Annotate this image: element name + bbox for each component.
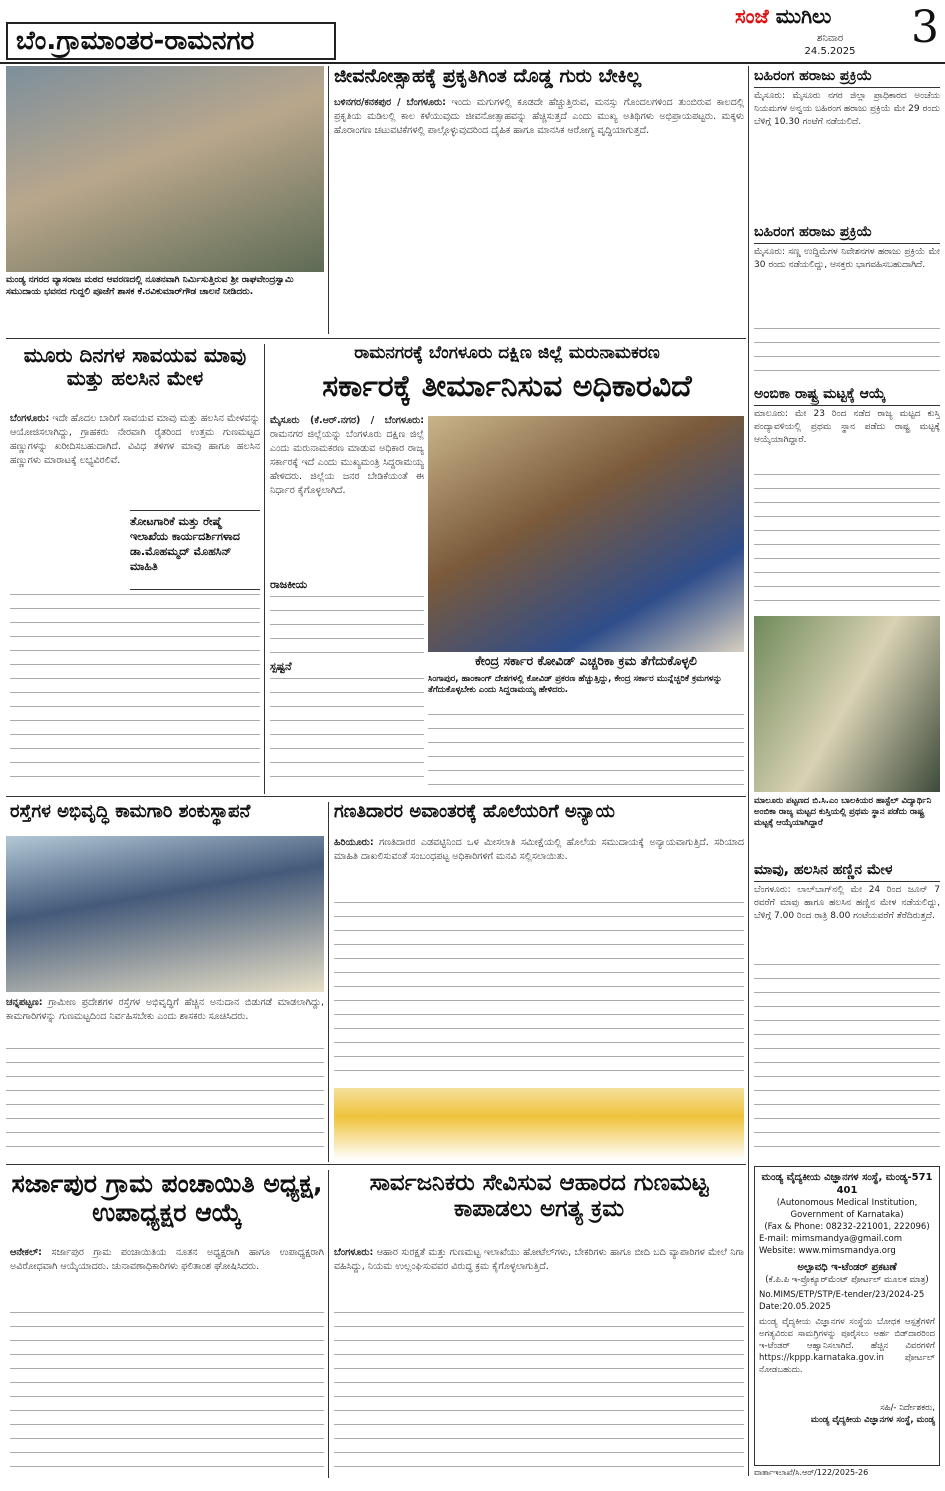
- story2-headline: ಮೂರು ದಿನಗಳ ಸಾವಯವ ಮಾವು ಮತ್ತು ಹಲಸಿನ ಮೇಳ: [23, 344, 247, 390]
- tender-fax: (Fax & Phone: 08232-221001, 222096): [764, 1222, 930, 1232]
- tender-ref: No.MIMS/ETP/STP/E-tender/23/2024-25 Date:20.05.2025: [759, 1290, 925, 1312]
- tender-org-kn: ಮಂಡ್ಯ ವೈದ್ಯಕೀಯ ವಿಜ್ಞಾನಗಳ ಸಂಸ್ಥೆ, ಮಂಡ್ಯ-571 401: [761, 1172, 933, 1196]
- wrestling-photo: [754, 616, 940, 792]
- story4-headline: ರಸ್ತೆಗಳ ಅಭಿವೃದ್ಧಿ ಕಾಮಗಾರಿ ಶಂಕುಸ್ಥಾಪನೆ: [10, 802, 251, 822]
- story3-text-columns: [428, 714, 744, 790]
- story4-text: ಗ್ರಾಮೀಣ ಪ್ರದೇಶಗಳ ರಸ್ತೆಗಳ ಅಭಿವೃದ್ಧಿಗೆ ಹೆಚ್ಚಿನ ಅನುದಾನ ಬಿಡುಗಡೆ ಮಾಡಲಾಗಿದ್ದು, ಕಾಮಗಾರಿಗಳನ್ನು ಗುಣಮಟ್ಟದಿಂದ ನಿರ್ವಹಿಸಬೇಕು ಎಂದು ಶಾಸಕರು ಸೂಚಿಸಿದರು.: [6, 997, 324, 1022]
- issue-date-value: 24.5.2025: [804, 46, 856, 57]
- row-divider: [6, 1164, 746, 1165]
- issue-date: [775, 32, 885, 58]
- story3-kicker: ರಾಮನಗರಕ್ಕೆ ಬೆಂಗಳೂರು ದಕ್ಷಿಣ ಜಿಲ್ಲೆ ಮರುನಾಮಕರಣ: [354, 344, 660, 363]
- brand-logo: [735, 4, 831, 28]
- road-works-photo: [6, 836, 324, 992]
- page-number: 3: [911, 2, 939, 53]
- story2-dateline: ಬೆಂಗಳೂರು:: [10, 413, 50, 424]
- ceremony-photo-caption: ಮಂಡ್ಯ ನಗರದ ವ್ಯಾಸರಾಜ ಮಠದ ಆವರಣದಲ್ಲಿ ನೂತನವಾಗಿ ನಿರ್ಮಿಸುತ್ತಿರುವ ಶ್ರೀ ರಾಘವೇಂದ್ರಸ್ವಾಮಿ ಸಮುದಾಯ ಭವನದ ಗುದ್ದಲಿ ಪೂಜೆಗೆ ಶಾಸಕ ಕೆ.ರವಿಕುಮಾರ್‌ಗೌಡ ಚಾಲನೆ ನೀಡಿದರು.: [6, 275, 294, 297]
- column-divider: [264, 344, 265, 794]
- story3-headline: ಸರ್ಕಾರಕ್ಕೆ ತೀರ್ಮಾನಿಸುವ ಅಧಿಕಾರವಿದೆ: [322, 370, 692, 404]
- row-divider: [6, 338, 746, 339]
- story2-text: ಇದೇ ಹೊದಲ ಬಾರಿಗೆ ಸಾವಯವ ಮಾವು ಮತ್ತು ಹಲಸಿನ ಮೇಳವನ್ನು ಆಯೋಜಿಸಲಾಗಿದ್ದು, ಗ್ರಾಹಕರು ನೇರವಾಗಿ ರೈತರಿಂದ ಉತ್ತಮ ಗುಣಮಟ್ಟದ ಹಣ್ಣುಗಳನ್ನು ಖರೀದಿಸಬಹುದಾಗಿದೆ. ವಿವಿಧ ತಳಿಗಳ ಮಾವು ಹಾಗೂ ಹಲಸಿನ ಹಣ್ಣುಗಳು ಮಾರಾಟಕ್ಕೆ ಲಭ್ಯವಿರಲಿವೆ.: [10, 413, 260, 466]
- tender-org-en: (Autonomous Medical Institution, Government of Karnataka): [776, 1198, 918, 1220]
- story7-text-columns: [334, 1312, 744, 1478]
- sidebar-item4-head: ಮಾವು, ಹಲಸಿನ ಹಣ್ಣಿನ ಮೇಳ: [754, 860, 940, 882]
- story1-headline: ಜೀವನೋತ್ಸಾಹಕ್ಕೆ ಪ್ರಕೃತಿಗಿಂತ ದೊಡ್ಡ ಗುರು ಬೇಕಿಲ್ಲ: [334, 66, 642, 87]
- tender-title: ಅಲ್ಪಾವಧಿ ಇ-ಟೆಂಡರ್ ಪ್ರಕಟಣೆ: [797, 1262, 897, 1273]
- brand-part-b: ಮುಗಿಲು: [775, 4, 832, 28]
- story7-dateline: ಬೆಂಗಳೂರು:: [334, 1247, 374, 1258]
- story3-text: ರಾಮನಗರ ಜಿಲ್ಲೆಯನ್ನು ಬೆಂಗಳೂರು ದಕ್ಷಿಣ ಜಿಲ್ಲೆ ಎಂದು ಮರುನಾಮಕರಣ ಮಾಡುವ ಅಧಿಕಾರ ರಾಜ್ಯ ಸರ್ಕಾರಕ್ಕೆ ಇದೆ ಎಂದು ಮುಖ್ಯಮಂತ್ರಿ ಸಿದ್ದರಾಮಯ್ಯ ಹೇಳಿದರು. ಜಿಲ್ಲೆಯ ಜನರ ಬೇಡಿಕೆಯಂತೆ ಈ ನಿರ್ಧಾರ ಕೈಗೊಳ್ಳಲಾಗಿದೆ.: [270, 429, 424, 496]
- sidebar-item2-head: ಬಹಿರಂಗ ಹರಾಜು ಪ್ರಕ್ರಿಯೆ: [754, 222, 940, 244]
- story6-dateline: ಆನೇಕಲ್:: [10, 1247, 42, 1258]
- story4-body: [6, 996, 324, 1044]
- story4-dateline: ಚನ್ನಪಟ್ಟಣ:: [6, 997, 43, 1008]
- brand-part-a: ಸಂಜೆ: [735, 4, 769, 28]
- story7-headline: ಸಾರ್ವಜನಿಕರು ಸೇವಿಸುವ ಆಹಾರದ ಗುಣಮಟ್ಟ ಕಾಪಾಡಲು ಅಗತ್ಯ ಕ್ರಮ: [369, 1170, 709, 1223]
- tender-body: ಮಂಡ್ಯ ವೈದ್ಯಕೀಯ ವಿಜ್ಞಾನಗಳ ಸಂಸ್ಥೆಯ ಬೋಧಕ ಆಸ್ಪತ್ರೆಗಳಿಗೆ ಅಗತ್ಯವಿರುವ ಸಾಮಗ್ರಿಗಳನ್ನು ಪೂರೈಸಲು ಅರ್ಹ ಬಿಡ್‌ದಾರರಿಂದ ಇ-ಟೆಂಡರ್ ಆಹ್ವಾನಿಸಲಾಗಿದೆ. ಹೆಚ್ಚಿನ ವಿವರಗಳಿಗೆ https://kppp.karnataka.gov.in ಪೋರ್ಟಲ್ ನೋಡಬಹುದು.: [759, 1317, 935, 1375]
- story1-text: ಇಂದು ಮಗುಗಳಲ್ಲಿ ಕೂಡದೇ ಹೆಚ್ಚುತ್ತಿರುವ, ಮನಸ್ಸು ಗೊಂದಲಗಳಿಂದ ತುಂಬಿರುವ ಕಾಲದಲ್ಲಿ ಪ್ರಕೃತಿಯ ಮಡಿಲಲ್ಲಿ ಕಾಲ ಕಳೆಯುವುದು ಜೀವನೋತ್ಸಾಹವನ್ನು ಹೆಚ್ಚಿಸುತ್ತದೆ ಎಂದು ಮುಖ್ಯ ಅತಿಥಿಗಳು ಅಭಿಪ್ರಾಯಪಟ್ಟರು. ಮಕ್ಕಳು ಹೊರಾಂಗಣ ಚಟುವಟಿಕೆಗಳಲ್ಲಿ ಪಾಲ್ಗೊಳ್ಳುವುದರಿಂದ ದೈಹಿಕ ಹಾಗೂ ಮಾನಸಿಕ ಆರೋಗ್ಯ ವೃದ್ಧಿಯಾಗುತ್ತದೆ.: [334, 97, 744, 136]
- ceremony-photo: [6, 66, 324, 272]
- story5-headline: ಗಣತಿದಾರರ ಅವಾಂತರಕ್ಕೆ ಹೊಲೆಯರಿಗೆ ಅನ್ಯಾಯ: [334, 802, 615, 822]
- tender-subtitle: (ಕೆ.ಪಿ.ಪಿ ಇ-ಪ್ರೊಕ್ಯೂರ್‌ಮೆಂಟ್ ಪೋರ್ಟಲ್ ಮೂಲಕ ಮಾತ್ರ): [765, 1275, 929, 1285]
- story3-dateline: ಮೈಸೂರು (ಕೆ.ಆರ್.ನಗರ) / ಬೆಂಗಳೂರು:: [270, 415, 424, 426]
- sidebar-text-lines: [754, 474, 940, 612]
- story4-text-columns: [6, 1048, 324, 1160]
- tender-sign: ಸಹಿ/- ನಿರ್ದೇಶಕರು,: [880, 1403, 935, 1413]
- tender-footer-code: ವಾರ್ತಾಇಲಾಖೆ/ಸಿ.ಆರ್/122/2025-26: [754, 1468, 869, 1477]
- story3-subhead-b: ಸ್ಪಷ್ಟನೆ: [270, 660, 292, 673]
- column-divider: [328, 802, 329, 1162]
- column-divider: [328, 66, 329, 334]
- story3-text-columns: [270, 596, 424, 656]
- sidebar-divider: [748, 66, 749, 1476]
- story6-text-columns: [10, 1312, 324, 1478]
- issue-day: ಶನಿವಾರ: [816, 33, 844, 44]
- story5-text-columns: [334, 902, 744, 1084]
- story5-dateline: ಹಿರಿಯೂರು:: [334, 837, 374, 848]
- story1-dateline: ಬಳಿನಗರ/ಕನಕಪುರ / ಬೆಂಗಳೂರು:: [334, 97, 446, 108]
- sidebar-item3-body: ಮಾಲೂರು: ಮೇ 23 ರಿಂದ ನಡೆದ ರಾಜ್ಯ ಮಟ್ಟದ ಕುಸ್ತಿ ಪಂದ್ಯಾವಳಿಯಲ್ಲಿ ಪ್ರಥಮ ಸ್ಥಾನ ಪಡೆದು ರಾಷ್ಟ್ರ ಮಟ್ಟಕ್ಕೆ ಆಯ್ಕೆಯಾಗಿದ್ದಾರೆ.: [754, 409, 940, 445]
- sidebar-text-lines: [754, 964, 940, 1160]
- chief-minister-photo: [428, 416, 744, 652]
- story3-body: [270, 414, 424, 574]
- story2-highlight: ತೋಟಗಾರಿಕೆ ಮತ್ತು ರೇಷ್ಮೆ ಇಲಾಖೆಯ ಕಾರ್ಯದರ್ಶಿಗಳಾದ ಡಾ.ಮೊಹಮ್ಮದ್ ಮೊಹಸಿನ್ ಮಾಹಿತಿ: [130, 510, 260, 590]
- story2-text-columns: [10, 594, 260, 790]
- story6-headline: ಸರ್ಜಾಪುರ ಗ್ರಾಮ ಪಂಚಾಯಿತಿ ಅಧ್ಯಕ್ಷ, ಉಪಾಧ್ಯಕ್ಷರ ಆಯ್ಕೆ: [11, 1170, 323, 1227]
- press-meet-photo: [334, 1088, 744, 1160]
- story5-text: ಗಣತಿದಾರರ ಎಡವಟ್ಟಿನಿಂದ ಒಳ ಮೀಸಲಾತಿ ಸಮೀಕ್ಷೆಯಲ್ಲಿ ಹೊಲೆಯ ಸಮುದಾಯಕ್ಕೆ ಅನ್ಯಾಯವಾಗುತ್ತಿದೆ. ಸರಿಯಾದ ಮಾಹಿತಿ ದಾಖಲಿಸುವಂತೆ ಸಂಬಂಧಪಟ್ಟ ಅಧಿಕಾರಿಗಳಿಗೆ ಮನವಿ ಸಲ್ಲಿಸಲಾಯಿತು.: [334, 837, 744, 862]
- covid-caption: ಸಿಂಗಾಪುರ, ಹಾಂಕಾಂಗ್ ದೇಶಗಳಲ್ಲಿ ಕೋವಿಡ್ ಪ್ರಕರಣ ಹೆಚ್ಚುತ್ತಿದ್ದು, ಕೇಂದ್ರ ಸರ್ಕಾರ ಮುನ್ನೆಚ್ಚರಿಕೆ ಕ್ರಮಗಳನ್ನು ತೆಗೆದುಕೊಳ್ಳಬೇಕು ಎಂದು ಸಿದ್ದರಾಮಯ್ಯ ಹೇಳಿದರು.: [428, 674, 723, 695]
- masthead: [735, 2, 945, 64]
- tender-email: E-mail: mimsmandya@gmail.com: [759, 1234, 903, 1244]
- covid-caption-head: ಕೇಂದ್ರ ಸರ್ಕಾರ ಕೋವಿಡ್ ಎಚ್ಚರಿಕಾ ಕ್ರಮ ತೆಗೆದುಕೊಳ್ಳಲಿ: [475, 654, 697, 668]
- story3-text-columns: [270, 678, 424, 790]
- story1-body: [334, 96, 744, 334]
- story3-subhead-a: ರಾಜಕೀಯ: [270, 578, 308, 591]
- story7-text: ಆಹಾರ ಸುರಕ್ಷತೆ ಮತ್ತು ಗುಣಮಟ್ಟ ಇಲಾಖೆಯು ಹೋಟೆಲ್‌ಗಳು, ಬೇಕರಿಗಳು ಹಾಗೂ ಬೀದಿ ಬದಿ ವ್ಯಾಪಾರಿಗಳ ಮೇಲೆ ನಿಗಾ ವಹಿಸಿದ್ದು, ನಿಯಮ ಉಲ್ಲಂಘಿಸುವವರ ವಿರುದ್ಧ ಕ್ರಮ ಕೈಗೊಳ್ಳಲಾಗುತ್ತಿದೆ.: [334, 1247, 744, 1272]
- story7-body: [334, 1246, 744, 1308]
- tender-website: Website: www.mimsmandya.org: [759, 1246, 896, 1256]
- story6-text: ಸರ್ಜಾಪುರ ಗ್ರಾಮ ಪಂಚಾಯಿತಿಯ ನೂತನ ಅಧ್ಯಕ್ಷರಾಗಿ ಹಾಗೂ ಉಪಾಧ್ಯಕ್ಷರಾಗಿ ಅವಿರೋಧವಾಗಿ ಆಯ್ಕೆಯಾದರು. ಚುನಾವಣಾಧಿಕಾರಿಗಳು ಫಲಿತಾಂಶ ಘೋಷಿಸಿದರು.: [10, 1247, 324, 1272]
- story5-body: [334, 836, 744, 898]
- tender-sign-org: ಮಂಡ್ಯ ವೈದ್ಯಕೀಯ ವಿಜ್ಞಾನಗಳ ಸಂಸ್ಥೆ, ಮಂಡ್ಯ: [810, 1415, 935, 1425]
- column-divider: [328, 1170, 329, 1478]
- sidebar-item3-head: ಅಂಬಿಕಾ ರಾಷ್ಟ್ರ ಮಟ್ಟಕ್ಕೆ ಆಯ್ಕೆ: [754, 384, 940, 406]
- story6-body: [10, 1246, 324, 1308]
- sidebar-item2-body: ಮೈಸೂರು: ಸಣ್ಣ ಉದ್ದಿಮೆಗಳ ನಿವೇಶನಗಳ ಹರಾಜು ಪ್ರಕ್ರಿಯೆ ಮೇ 30 ರಂದು ನಡೆಯಲಿದ್ದು, ಆಸಕ್ತರು ಭಾಗವಹಿಸಬಹುದಾಗಿದೆ.: [754, 247, 940, 270]
- section-title: ಬೆಂ.ಗ್ರಾಮಾಂತರ-ರಾಮನಗರ: [6, 22, 336, 60]
- sidebar-item1-body: ಮೈಸೂರು: ಮೈಸೂರು ನಗರ ಜಿಲ್ಲಾ ಪ್ರಾಧಿಕಾರದ ಅಂಚೆಯ ನಿಯಮಗಳ ಅನ್ವಯ ಬಹಿರಂಗ ಹರಾಜು ಪ್ರಕ್ರಿಯೆ ಮೇ 29 ರಂದು ಬೆಳಿಗ್ಗೆ 10.30 ಗಂಟೆಗೆ ನಡೆಯಲಿದೆ.: [754, 91, 940, 127]
- story2-body: [10, 412, 260, 506]
- sidebar-item1-head: ಬಹಿರಂಗ ಹರಾಜು ಪ್ರಕ್ರಿಯೆ: [754, 66, 940, 88]
- tender-notice: [754, 1166, 940, 1466]
- sidebar-text-lines: [754, 328, 940, 380]
- row-divider: [6, 796, 746, 797]
- sidebar-item4-body: ಬೆಂಗಳೂರು: ಲಾಲ್‌ಬಾಗ್‌ನಲ್ಲಿ ಮೇ 24 ರಿಂದ ಜೂನ್ 7 ರವರೆಗೆ ಮಾವು ಹಾಗೂ ಹಲಸಿನ ಹಣ್ಣಿನ ಮೇಳ ನಡೆಯಲಿದ್ದು, ಬೆಳಿಗ್ಗೆ 7.00 ರಿಂದ ರಾತ್ರಿ 8.00 ಗಂಟೆಯವರೆಗೆ ತೆರೆದಿರುತ್ತದೆ.: [754, 885, 940, 921]
- wrestling-photo-caption: ಮಾಲೂರು ಪಟ್ಟಣದ ಬಿ.ಸಿ.ಎಂ ಬಾಲಕಿಯರ ಹಾಸ್ಟೆಲ್ ವಿದ್ಯಾರ್ಥಿನಿ ಅಂಬಿಕಾ ರಾಜ್ಯ ಮಟ್ಟದ ಕುಸ್ತಿಯಲ್ಲಿ ಪ್ರಥಮ ಸ್ಥಾನ ಪಡೆದು ರಾಷ್ಟ್ರ ಮಟ್ಟಕ್ಕೆ ಆಯ್ಕೆಯಾಗಿದ್ದಾರೆ: [754, 796, 932, 828]
